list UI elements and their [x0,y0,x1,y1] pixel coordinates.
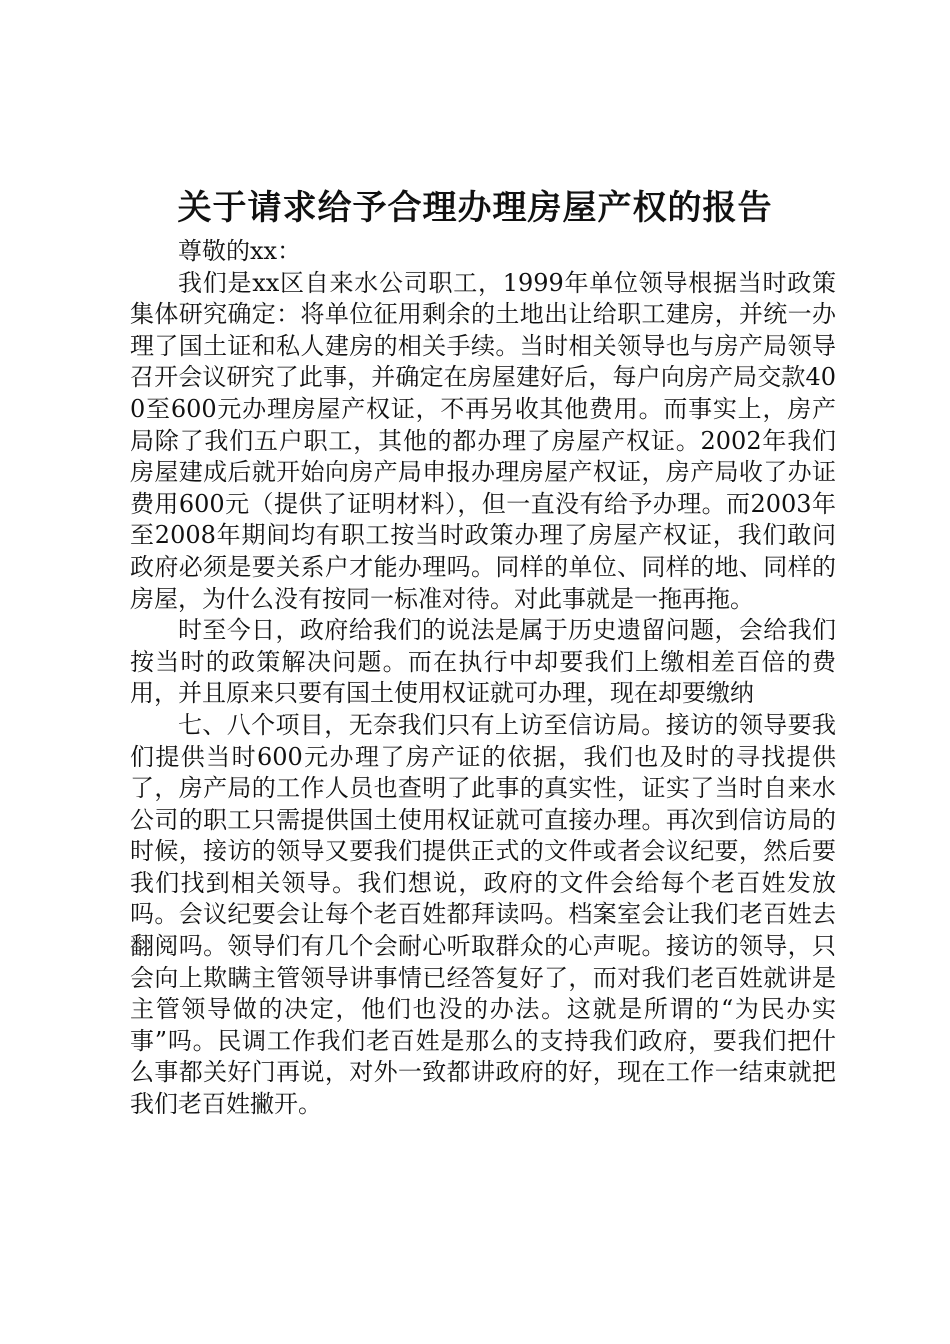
paragraph-1: 我们是xx区自来水公司职工，1999年单位领导根据当时政策集体研究确定：将单位征用剩余的土地出让给职工建房，并统一办理了国土证和私人建房的相关手续。当时相关领导也与房产局领导召开会议研究了此事，并确定在房屋建好后，每户向房产局交款400至600元办理房屋产权证，不再另收其他费用。而事实上，房产局除了我们五户职工，其他的都办理了房屋产权证。2002年我们房屋建成后就开始向房产局申报办理房屋产权证，房产局收了办证费用600元（提供了证明材料），但一直没有给予办理。而2003年至2008年期间均有职工按当时政策办理了房屋产权证，我们敢问政府必须是要关系户才能办理吗。同样的单位、同样的地、同样的房屋，为什么没有按同一标准对待。对此事就是一拖再拖。 [130,268,836,613]
document-body [130,236,836,1121]
paragraph-2: 时至今日，政府给我们的说法是属于历史遗留问题，会给我们按当时的政策解决问题。而在执行中却要我们上缴相差百倍的费用，并且原来只要有国土使用权证就可办理，现在却要缴纳 [130,616,836,708]
paragraph-3: 七、八个项目，无奈我们只有上访至信访局。接访的领导要我们提供当时600元办理了房产证的依据，我们也及时的寻找提供了，房产局的工作人员也查明了此事的真实性，证实了当时自来水公司的职工只需提供国土使用权证就可直接办理。再次到信访局的时候，接访的领导又要我们提供正式的文件或者会议纪要，然后要我们找到相关领导。我们想说，政府的文件会给每个老百姓发放吗。会议纪要会让每个老百姓都拜读吗。档案室会让我们老百姓去翻阅吗。领导们有几个会耐心听取群众的心声呢。接访的领导，只会向上欺瞒主管领导讲事情已经答复好了，而对我们老百姓就讲是主管领导做的决定，他们也没的办法。这就是所谓的“为民办实事”吗。民调工作我们老百姓是那么的支持我们政府，要我们把什么事都关好门再说，对外一致都讲政府的好，现在工作一结束就把我们老百姓撇开。 [130,710,836,1119]
salutation: 尊敬的xx： [178,237,302,265]
document-title: 关于请求给予合理办理房屋产权的报告 [177,188,773,228]
